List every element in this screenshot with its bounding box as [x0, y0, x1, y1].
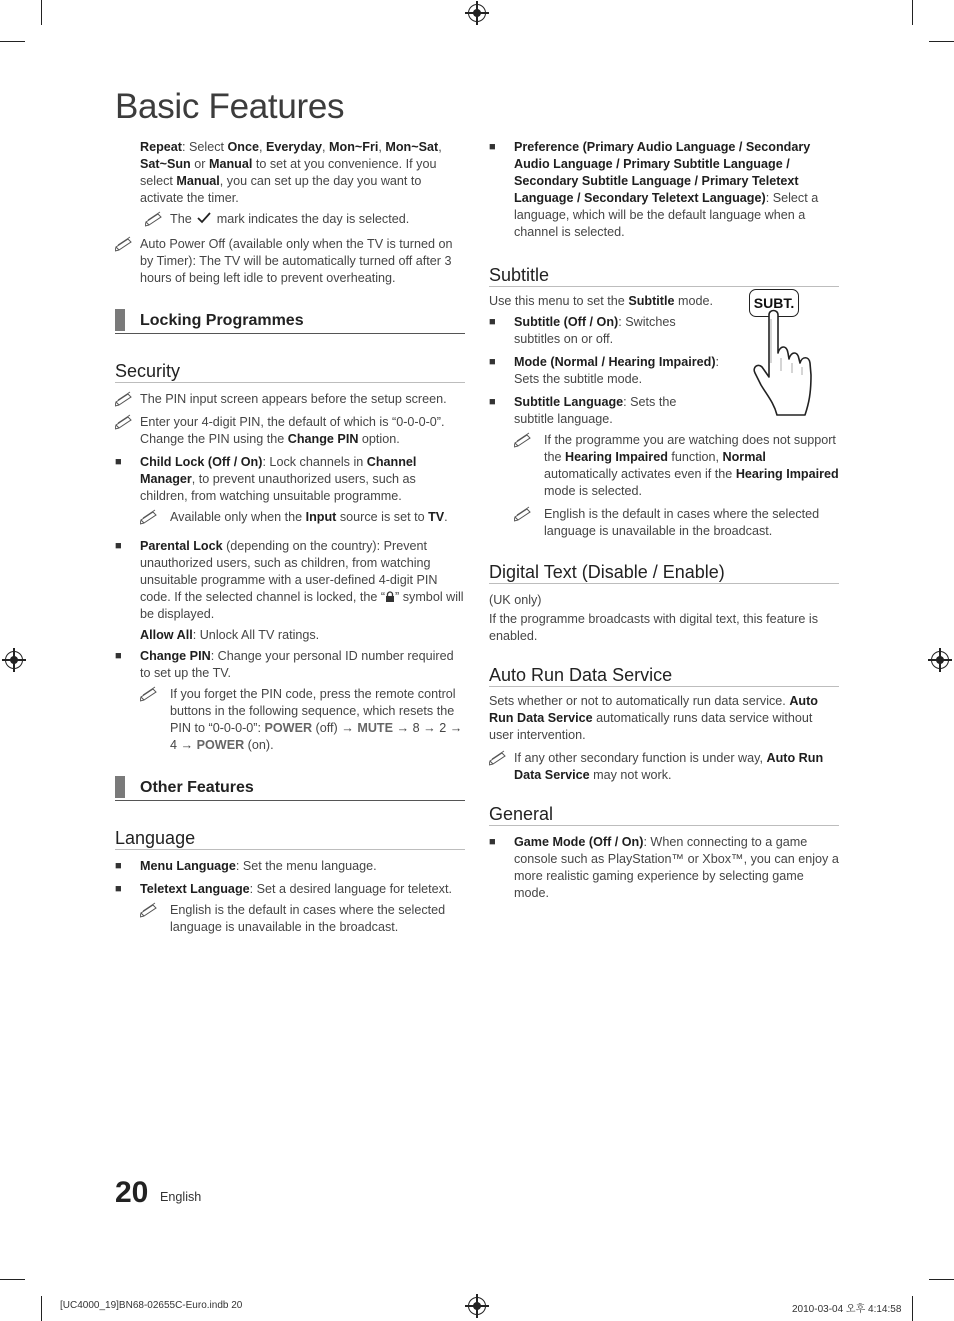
page-title: Basic Features: [115, 87, 345, 126]
parental-lock-item: ■ Parental Lock (depending on the country): Prevent unauthorized users, such as children, from watching unsuitable programme with a user-defined 4-digit PIN code. If the selected channel is locked, the “ ” symbol will be displayed.: [115, 538, 465, 623]
subtitle-note-hearing: If the programme you are watching does not support the Hearing Impaired function, Normal automatically activates even if the Hearing Impaired mode is selected.: [514, 432, 839, 500]
crop-mark: [929, 1279, 954, 1280]
digital-text-description: If the programme broadcasts with digital text, this feature is enabled.: [489, 612, 818, 643]
note-pencil-icon: [115, 391, 135, 407]
section-subtitle: Subtitle: [489, 267, 839, 287]
menu-language-item: ■ Menu Language: Set the menu language.: [115, 858, 465, 875]
note-pencil-icon: [140, 509, 160, 525]
change-pin-item: ■ Change PIN: Change your personal ID number required to set up the TV.: [115, 648, 465, 682]
crop-mark: [41, 0, 42, 25]
security-note-pin-screen: The PIN input screen appears before the setup screen.: [115, 391, 465, 408]
crop-mark: [912, 1296, 913, 1321]
note-pencil-icon: [115, 414, 135, 430]
note-pencil-icon: [514, 432, 534, 448]
section-language: Language: [115, 830, 465, 850]
subt-button: SUBT.: [749, 289, 799, 317]
crop-mark: [912, 0, 913, 25]
pin-reset-note: If you forget the PIN code, press the remote control buttons in the following sequence, which resets the PIN to “0-0-0-0”: POWER (off) → MUTE → 8 → 2 → 4 → POWER (on).: [140, 686, 465, 754]
left-column: [115, 139, 465, 936]
note-pencil-icon: [489, 750, 509, 766]
note-pencil-icon: [115, 236, 135, 252]
page-number: 20: [115, 1176, 149, 1209]
subt-remote-illustration: [747, 289, 837, 419]
section-auto-run-data-service: Auto Run Data Service: [489, 667, 839, 687]
registration-mark-icon: [5, 651, 23, 669]
checkmark-icon: [197, 212, 211, 224]
auto-run-description: Sets whether or not to automatically run data service. Auto Run Data Service automatically runs data service without user intervention.: [489, 694, 818, 742]
auto-power-note: Auto Power Off (available only when the TV is turned on by Timer): The TV will be automatically turned off after 3 hours of being left idle to prevent overheating.: [115, 236, 465, 287]
footer-file-info: [UC4000_19]BN68-02655C-Euro.indb 20: [60, 1300, 243, 1311]
child-lock-item: ■ Child Lock (Off / On): Lock channels in Channel Manager, to prevent unauthorized users, such as children, from watching unsuitable programme.: [115, 454, 465, 505]
crop-mark: [0, 41, 25, 42]
game-mode-item: ■ Game Mode (Off / On): When connecting to a game console such as PlayStation™ or Xbox™, you can enjoy a more realistic gaming experience by selecting game mode.: [489, 834, 839, 902]
registration-mark-icon: [468, 1297, 486, 1315]
language-note: English is the default in cases where the selected language is unavailable in the broadcast.: [140, 902, 465, 936]
section-digital-text: Digital Text (Disable / Enable): [489, 564, 839, 584]
child-lock-note: Available only when the Input source is set to TV.: [140, 509, 465, 526]
check-note: The mark indicates the day is selected.: [145, 211, 465, 228]
hand-pointer-icon: [747, 303, 837, 419]
allow-all-line: Allow All: Unlock All TV ratings.: [140, 628, 320, 642]
teletext-language-item: ■ Teletext Language: Set a desired language for teletext.: [115, 881, 465, 898]
repeat-paragraph: Repeat: Select Once, Everyday, Mon~Fri, Mon~Sat, Sat~Sun or Manual to set at you convenience. If you select Manual, you can set up the day you want to activate the timer.: [140, 140, 442, 205]
subtitle-mode-item: ■ Mode (Normal / Hearing Impaired): Sets the subtitle mode.: [489, 354, 724, 388]
right-column: [489, 139, 839, 902]
security-note-default-pin: Enter your 4-digit PIN, the default of which is “0-0-0-0”. Change the PIN using the Change PIN option.: [115, 414, 465, 448]
preference-item: ■ Preference (Primary Audio Language / Secondary Audio Language / Primary Subtitle Language / Secondary Subtitle Language / Primary Teletext Language / Secondary Teletext Language): Select a language, which will be the default language when a channel is selected.: [489, 139, 839, 241]
registration-mark-icon: [468, 4, 486, 22]
digital-uk-only: (UK only): [489, 593, 542, 607]
section-general: General: [489, 806, 839, 826]
note-pencil-icon: [140, 686, 160, 702]
section-security: Security: [115, 363, 465, 383]
auto-run-note: If any other secondary function is under way, Auto Run Data Service may not work.: [489, 750, 839, 784]
crop-mark: [929, 41, 954, 42]
page-language: English: [160, 1190, 202, 1204]
lock-icon: [385, 591, 395, 602]
subtitle-language-item: ■ Subtitle Language: Sets the subtitle language.: [489, 394, 694, 428]
crop-mark: [0, 1279, 25, 1280]
registration-mark-icon: [931, 651, 949, 669]
section-other-features: Other Features: [115, 776, 465, 801]
subtitle-note-english: English is the default in cases where the selected language is unavailable in the broadcast.: [514, 506, 839, 540]
note-pencil-icon: [145, 211, 165, 227]
footer-date-info: 2010-03-04 오후 4:14:58: [792, 1304, 902, 1315]
section-locking-programmes: Locking Programmes: [115, 309, 465, 334]
subtitle-intro: Use this menu to set the Subtitle mode.: [489, 294, 714, 308]
note-pencil-icon: [514, 506, 534, 522]
note-pencil-icon: [140, 902, 160, 918]
subtitle-onoff-item: ■ Subtitle (Off / On): Switches subtitles on or off.: [489, 314, 714, 348]
crop-mark: [41, 1296, 42, 1321]
